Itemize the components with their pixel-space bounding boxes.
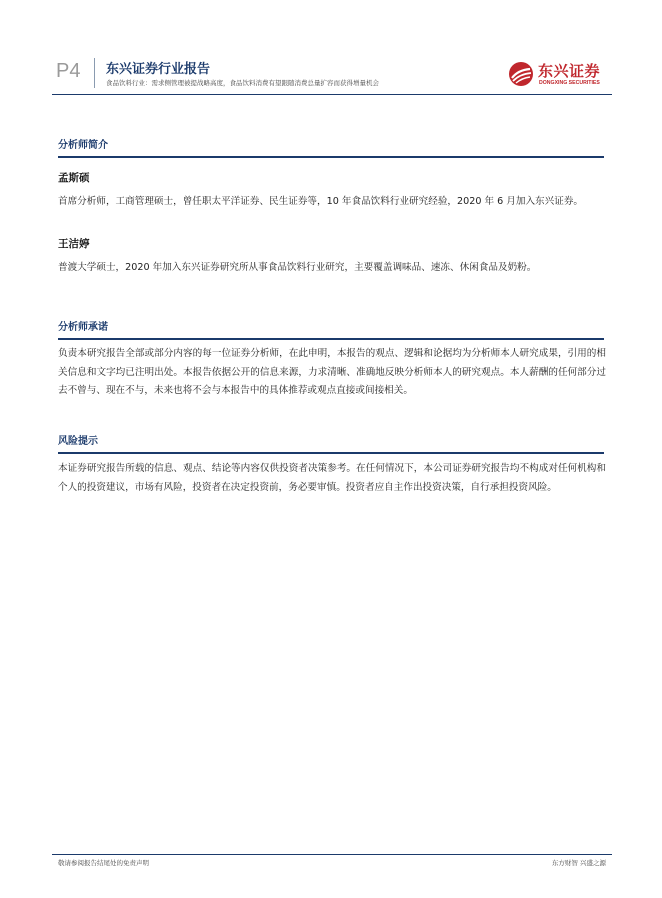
section-title-risk: 风险提示: [58, 436, 98, 447]
footer-rule: [52, 854, 612, 855]
logo-name: 东兴证券: [538, 62, 601, 80]
page-header: [52, 54, 612, 92]
section-rule: [58, 452, 604, 454]
section-title-analysts: 分析师简介: [58, 140, 108, 151]
commitment-section-header: [58, 320, 604, 340]
commitment-text: 负责本研究报告全部或部分内容的每一位证券分析师，在此申明，本报告的观点、逻辑和论据均为分析师本人研究成果，引用的相关信息和文字均已注明出处。本报告依据公开的信息来源，力求清晰、准确地反映分析师本人的研究观点。本人薪酬的任何部分过去不曾与、现在不与，未来也将不会与本报告中的具体推荐或观点直接或间接相关。: [58, 348, 606, 396]
analyst-bio-1: 首席分析师，工商管理硕士，曾任职太平洋证券、民生证券等，10 年食品饮料行业研究经验，2020 年 6 月加入东兴证券。: [58, 196, 584, 207]
report-subtitle: 食品饮料行业：需求侧管理被提战略高度，食品饮料消费有望跟随消费总量扩容而获得增量机会: [106, 79, 379, 87]
analyst-bio-2: 普渡大学硕士，2020 年加入东兴证券研究所从事食品饮料行业研究，主要覆盖调味品、速冻、休闲食品及奶粉。: [58, 262, 537, 273]
logo-english-name: DONGXING SECURITIES: [539, 80, 600, 86]
analysts-section-header: [58, 138, 604, 158]
dongxing-logo-icon: [508, 61, 534, 87]
header-rule: [52, 94, 612, 95]
analyst-name-2: 王洁婷: [58, 238, 90, 250]
section-rule: [58, 156, 604, 158]
footer-disclaimer-note: 敬请参阅报告结尾处的免责声明: [58, 859, 149, 867]
section-rule: [58, 338, 604, 340]
report-series-title: 东兴证券行业报告: [106, 62, 211, 77]
section-title-commitment: 分析师承诺: [58, 322, 108, 333]
analyst-name-1: 孟斯硕: [58, 172, 90, 184]
footer-slogan: 东方财智 兴盛之源: [551, 859, 606, 867]
risk-text: 本证券研究报告所载的信息、观点、结论等内容仅供投资者决策参考。在任何情况下，本公司证券研究报告均不构成对任何机构和个人的投资建议，市场有风险，投资者在决定投资前，务必要审慎。投资者应自主作出投资决策，自行承担投资风险。: [58, 463, 606, 493]
page-number: P4: [56, 60, 81, 82]
company-logo: [508, 57, 612, 91]
header-divider: [94, 58, 95, 88]
risk-section-header: [58, 434, 604, 454]
